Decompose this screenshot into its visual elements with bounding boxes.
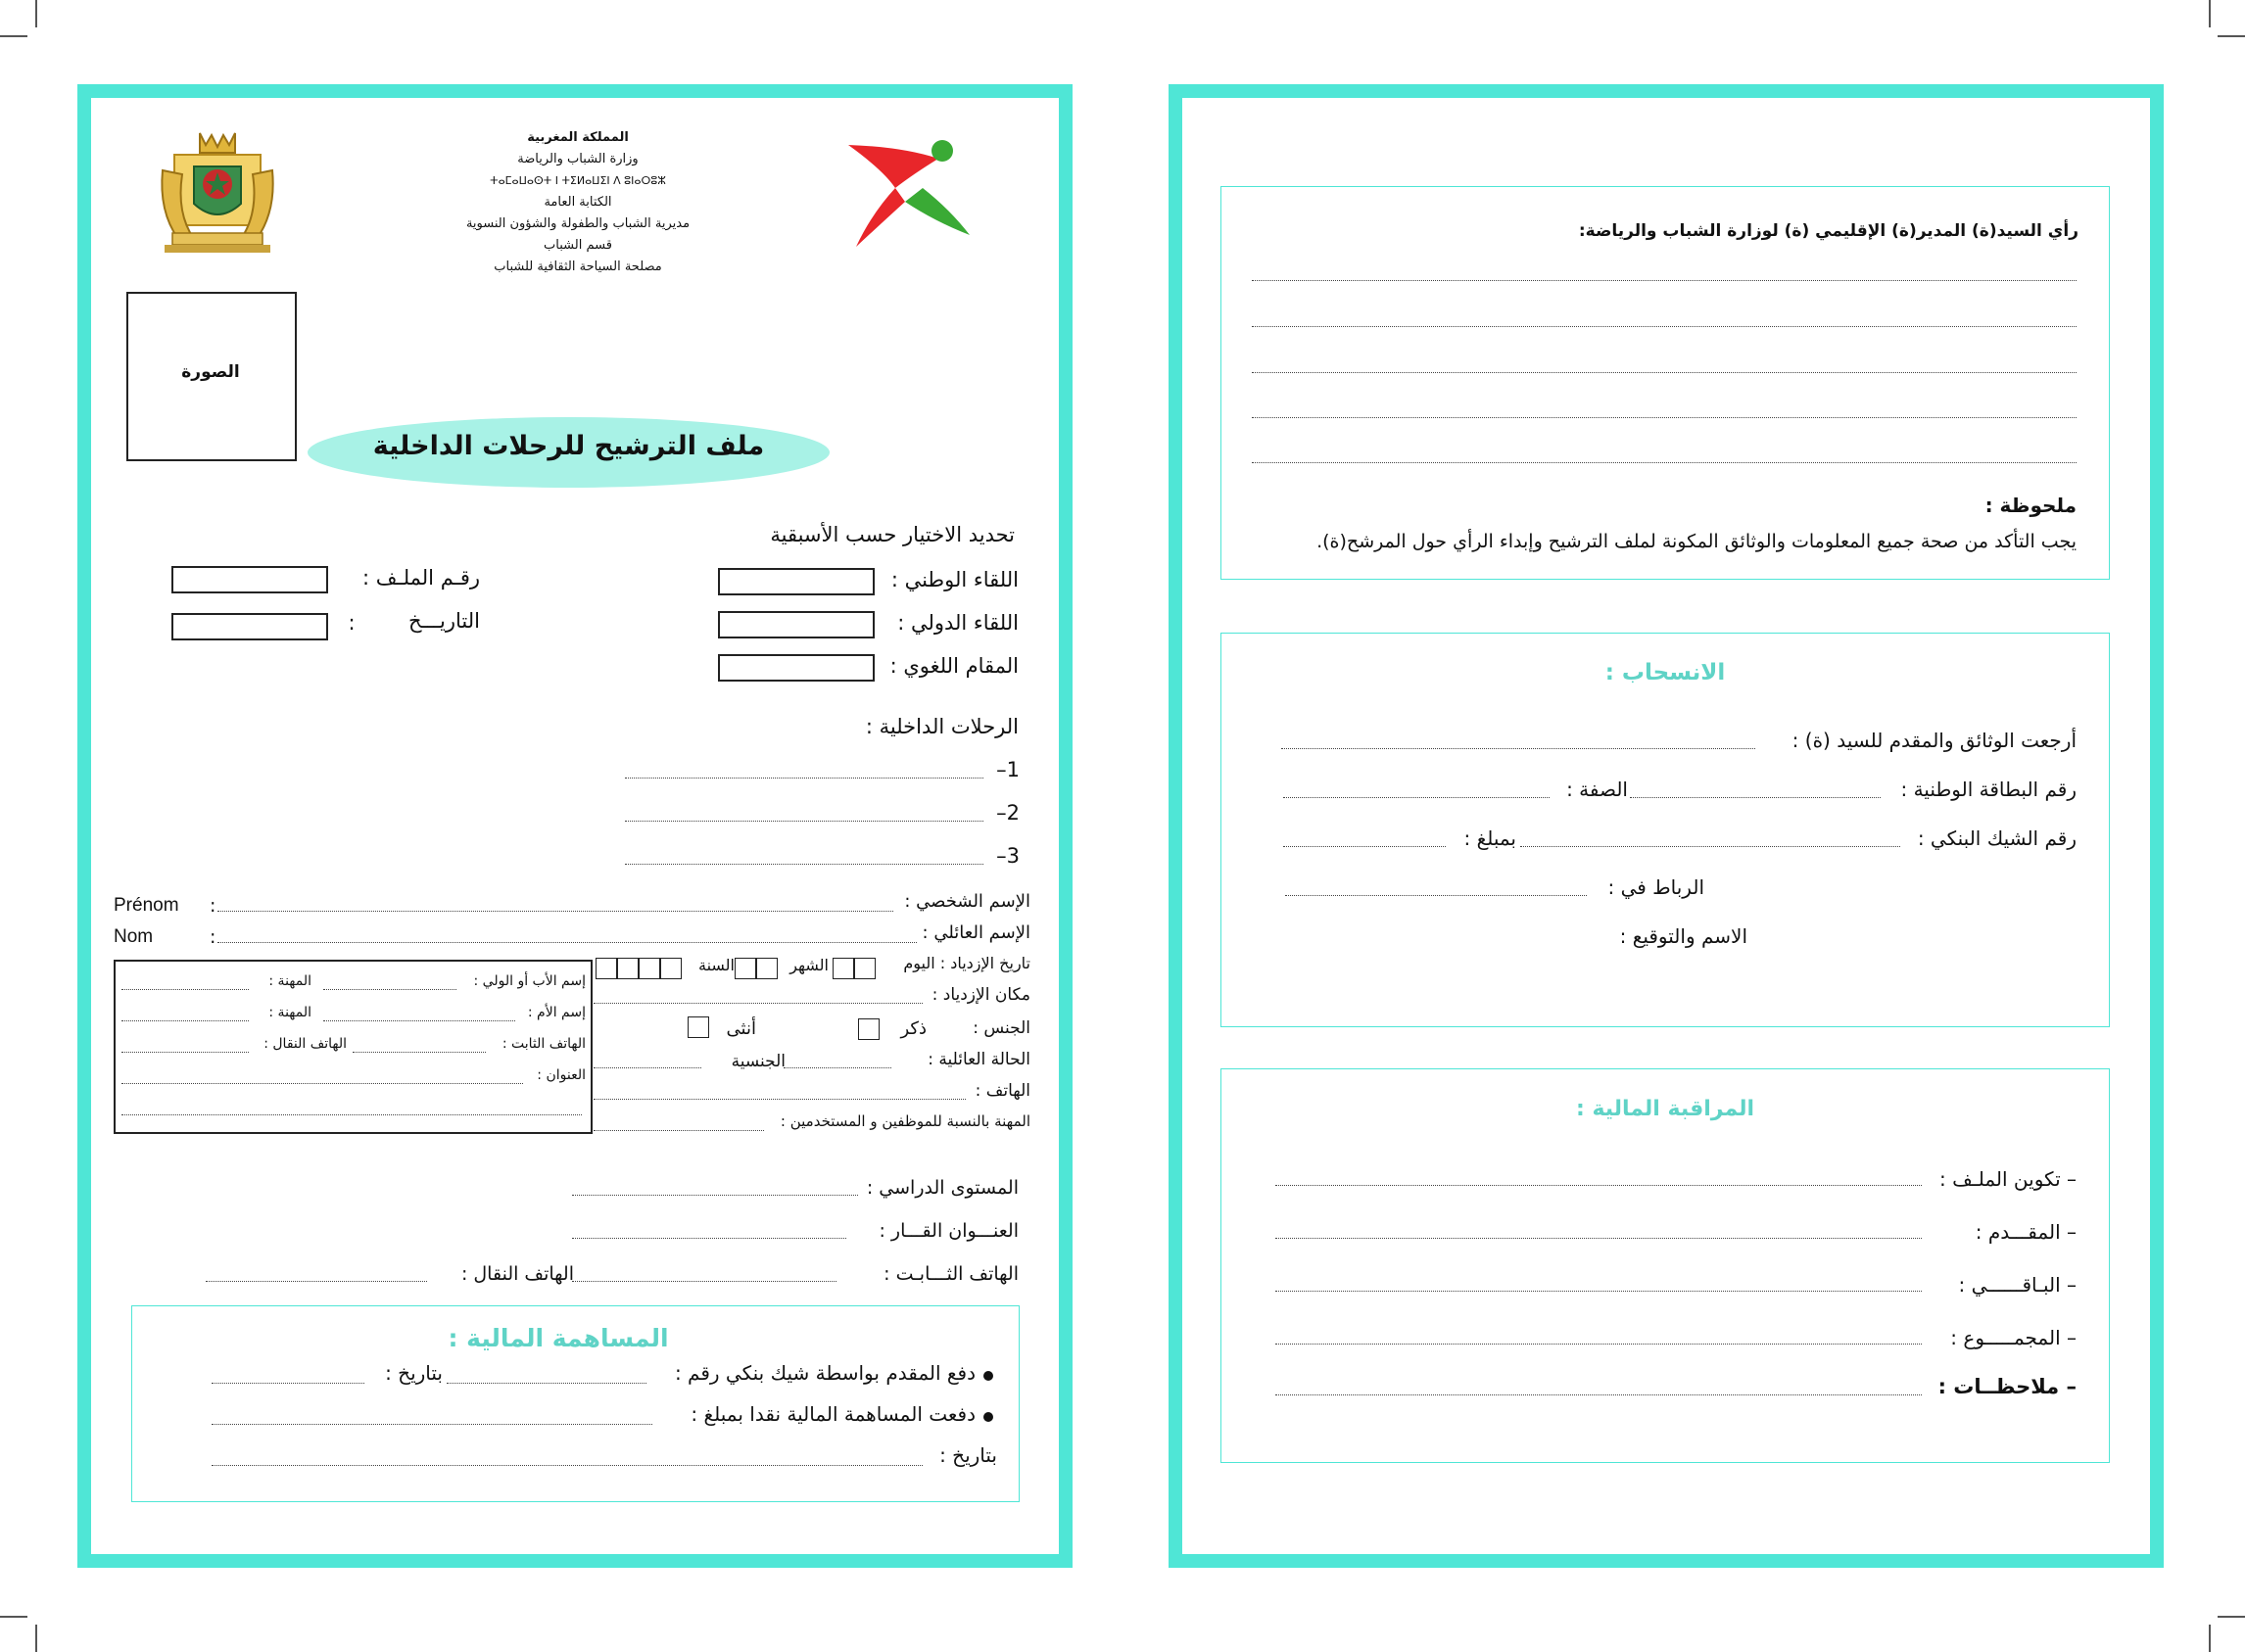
gender-label: الجنس : — [973, 1018, 1030, 1038]
cash-date-label: بتاريخ : — [939, 1443, 997, 1467]
rabat-on-line[interactable] — [1285, 895, 1587, 896]
family-name-label: الإسم العائلي : — [922, 922, 1030, 943]
crop-mark — [35, 1625, 37, 1652]
international-meeting-input[interactable] — [718, 611, 875, 638]
education-line[interactable] — [572, 1195, 858, 1196]
nom-label: Nom — [114, 926, 154, 947]
financial-control-box — [1220, 1068, 2110, 1463]
crop-mark — [0, 35, 27, 37]
landline-line[interactable] — [572, 1281, 836, 1282]
birth-place-line[interactable] — [594, 1003, 923, 1004]
contribution-heading: المساهمة المالية : — [448, 1324, 669, 1352]
parent-address-line[interactable] — [121, 1083, 523, 1084]
id-card-label: رقم البطاقة الوطنية : — [1900, 778, 2077, 801]
language-stay-label: المقام اللغوي : — [889, 654, 1019, 678]
cheque-advance-label: دفع المقدم بواسطة شيك بنكي رقم : — [674, 1361, 976, 1385]
opinion-line[interactable] — [1252, 326, 2077, 327]
remaining-label: – البـاقــــــي : — [1958, 1273, 2077, 1297]
header-line: ⵜⴰⵎⴰⵡⴰⵙⵜ ⵏ ⵜⵉⵍⴰⵡⵉⵏ ⴷ ⵓⵏⴰⵔⵓⵣ — [490, 174, 666, 187]
capacity-label: الصفة : — [1566, 778, 1628, 801]
date-label: التاريـــخ — [408, 609, 480, 633]
trip-line[interactable] — [625, 821, 983, 822]
crop-mark — [2209, 0, 2211, 27]
nom-colon: : — [210, 926, 216, 948]
remarks-line[interactable] — [1275, 1394, 1922, 1395]
mother-profession-line[interactable] — [121, 1020, 249, 1021]
nationality-line[interactable] — [594, 1067, 701, 1068]
date-colon: : — [348, 611, 356, 635]
profession-staff-label: المهنة بالنسبة للموظفين و المستخدمين : — [780, 1112, 1030, 1130]
crop-mark — [2218, 35, 2245, 37]
trip-item-number: 3– — [996, 844, 1020, 868]
first-name-line[interactable] — [217, 911, 893, 912]
photo-label: الصورة — [181, 362, 240, 382]
capacity-line[interactable] — [1283, 797, 1550, 798]
phone-line[interactable] — [594, 1099, 966, 1100]
opinion-line[interactable] — [1252, 417, 2077, 418]
family-name-line[interactable] — [217, 942, 917, 943]
date-input[interactable] — [171, 613, 328, 640]
mother-profession-label: المهنة : — [268, 1005, 311, 1020]
opinion-heading: رأي السيد(ة) المدير(ة) الإقليمي (ة) لوزارة الشباب والرياضة: — [1578, 221, 2078, 241]
name-signature-label: الاسم والتوقيع : — [1619, 924, 1747, 948]
file-formation-label: – تكوين الملـف : — [1939, 1167, 2077, 1191]
cheque-number-line[interactable] — [1520, 846, 1900, 847]
header-line: المملكة المغربية — [527, 130, 629, 145]
returned-docs-label: أرجعت الوثائق والمقدم للسيد (ة) : — [1791, 729, 2077, 752]
nationality-label: الجنسية — [731, 1052, 786, 1071]
note-heading: ملحوظة : — [1984, 494, 2077, 517]
cash-contribution-label: دفعت المساهمة المالية نقدا بمبلغ : — [691, 1402, 976, 1426]
mother-name-line[interactable] — [323, 1020, 515, 1021]
file-formation-line[interactable] — [1275, 1185, 1922, 1186]
header-line: مصلحة السياحة الثقافية للشباب — [494, 260, 662, 274]
total-label: – المجمـــــوع : — [1950, 1326, 2077, 1349]
financial-control-heading: المراقبة المالية : — [1575, 1097, 1754, 1121]
parent-landline-line[interactable] — [353, 1052, 486, 1053]
cash-amount-line[interactable] — [212, 1424, 652, 1425]
opinion-line[interactable] — [1252, 372, 2077, 373]
parent-landline-label: الهاتف الثابت : — [502, 1036, 586, 1052]
international-meeting-label: اللقاء الدولي : — [897, 611, 1019, 635]
header-line: الكتابة العامة — [544, 195, 612, 210]
cheque-number-label: رقم الشيك البنكي : — [1917, 826, 2077, 850]
advance-line[interactable] — [1275, 1238, 1922, 1239]
remarks-label: – ملاحظــات : — [1937, 1375, 2077, 1398]
birth-place-label: مكان الإزدياد : — [931, 985, 1030, 1005]
crop-mark — [35, 0, 37, 27]
trip-line[interactable] — [625, 864, 983, 865]
prenom-colon: : — [210, 895, 216, 917]
advance-label: – المقـــدم : — [1975, 1220, 2077, 1244]
bullet-icon — [983, 1371, 993, 1381]
prenom-label: Prénom — [114, 895, 179, 916]
header-line: مديرية الشباب والطفولة والشؤون النسوية — [465, 216, 691, 231]
priority-heading: تحديد الاختيار حسب الأسبقية — [770, 523, 1015, 546]
year-label: السنة — [698, 956, 735, 974]
mobile-label: الهاتف النقال : — [460, 1263, 574, 1285]
national-meeting-label: اللقاء الوطني : — [890, 568, 1019, 591]
cash-date-line[interactable] — [212, 1465, 923, 1466]
permanent-address-label: العنـــوان القـــار : — [879, 1220, 1019, 1242]
parent-address-label: العنوان : — [537, 1067, 586, 1083]
first-name-label: الإسم الشخصي : — [904, 891, 1030, 912]
cheque-date-line[interactable] — [212, 1383, 364, 1384]
parent-address-line-2[interactable] — [121, 1114, 582, 1115]
crop-mark — [2209, 1625, 2211, 1652]
file-number-input[interactable] — [171, 566, 328, 593]
returned-docs-line[interactable] — [1281, 748, 1755, 749]
header-line: وزارة الشباب والرياضة — [517, 152, 639, 166]
gender-female-label: أنثى — [726, 1018, 756, 1039]
trip-item-number: 1– — [996, 758, 1020, 781]
opinion-box — [1220, 186, 2110, 580]
total-line[interactable] — [1275, 1344, 1922, 1345]
remaining-line[interactable] — [1275, 1291, 1922, 1292]
month-boxes[interactable] — [735, 958, 778, 979]
trip-item-number: 2– — [996, 801, 1020, 825]
amount-line[interactable] — [1283, 846, 1446, 847]
month-label: الشهر — [789, 956, 829, 974]
amount-label: بمبلغ : — [1463, 826, 1516, 850]
header-line: قسم الشباب — [544, 238, 612, 253]
cheque-number-line[interactable] — [447, 1383, 646, 1384]
year-boxes[interactable] — [596, 958, 682, 979]
coat-of-arms-emblem — [155, 123, 280, 257]
gender-male-label: ذكر — [900, 1018, 927, 1039]
father-name-label: إسم الأب أو الولي : — [473, 973, 586, 989]
rabat-on-label: الرباط في : — [1607, 875, 1704, 899]
day-boxes[interactable] — [833, 958, 876, 979]
birth-date-label: تاريخ الإزدياد : اليوم — [903, 954, 1030, 972]
father-profession-label: المهنة : — [268, 973, 311, 989]
bullet-icon — [983, 1412, 993, 1422]
landline-label: الهاتف الثـــابـت : — [884, 1263, 1019, 1285]
permanent-address-line[interactable] — [572, 1238, 846, 1239]
male-checkbox[interactable] — [858, 1018, 880, 1040]
female-checkbox[interactable] — [688, 1016, 709, 1038]
marital-status-label: الحالة العائلية : — [928, 1050, 1030, 1069]
file-number-label: رقـم الملـف : — [362, 566, 480, 590]
form-title: ملف الترشيح للرحلات الداخلية — [372, 431, 765, 461]
withdrawal-heading: الانسحاب : — [1604, 660, 1726, 685]
mobile-line[interactable] — [206, 1281, 427, 1282]
parent-mobile-line[interactable] — [121, 1052, 249, 1053]
opinion-line[interactable] — [1252, 462, 2077, 463]
mother-name-label: إسم الأم : — [527, 1005, 586, 1020]
trip-line[interactable] — [625, 778, 983, 779]
national-meeting-input[interactable] — [718, 568, 875, 595]
ministry-header — [431, 127, 725, 278]
ministry-logo — [844, 137, 972, 255]
parent-mobile-label: الهاتف النقال : — [263, 1036, 347, 1052]
note-text: يجب التأكد من صحة جميع المعلومات والوثائق المكونة لملف الترشيح وإبداء الرأي حول المرشح(ة). — [1316, 531, 2077, 552]
education-label: المستوى الدراسي : — [866, 1177, 1019, 1199]
opinion-line[interactable] — [1252, 280, 2077, 281]
id-card-line[interactable] — [1630, 797, 1881, 798]
crop-mark — [0, 1616, 27, 1618]
marital-status-line[interactable] — [784, 1067, 891, 1068]
crop-mark — [2218, 1616, 2245, 1618]
father-name-line[interactable] — [323, 989, 456, 990]
phone-label: الهاتف : — [975, 1081, 1030, 1101]
profession-staff-line[interactable] — [594, 1130, 764, 1131]
language-stay-input[interactable] — [718, 654, 875, 682]
domestic-trips-heading: الرحلات الداخلية : — [865, 715, 1019, 738]
cheque-date-label: بتاريخ : — [385, 1361, 443, 1385]
father-profession-line[interactable] — [121, 989, 249, 990]
